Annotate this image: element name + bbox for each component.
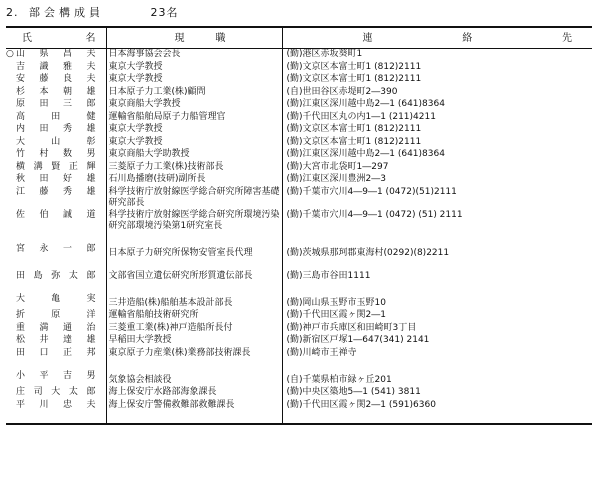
member-contact-cell <box>282 294 592 311</box>
member-contact: (勤)港区赤坂葵町1 <box>286 49 363 59</box>
member-name: 原 田 三 郎 <box>16 99 96 109</box>
member-contact-cell <box>282 371 592 388</box>
table-row <box>6 387 592 400</box>
member-name-cell <box>6 87 106 100</box>
member-post: 運輸省船舶技術研究所 <box>108 310 199 320</box>
member-contact-cell <box>282 271 592 294</box>
table-row <box>6 310 592 323</box>
member-name-cell <box>6 62 106 75</box>
member-contact: (勤)千代田区丸の内1―1 (211)4211 <box>286 111 436 122</box>
member-name: 杉 本 朝 雄 <box>16 86 96 97</box>
member-contact: (勤)文京区本富士町1 (812)2111 <box>286 124 422 134</box>
member-name-cell <box>6 387 106 400</box>
member-name-cell <box>6 162 106 175</box>
table-row <box>6 348 592 371</box>
member-name-cell <box>6 112 106 125</box>
member-contact-cell <box>282 137 592 150</box>
member-post-cell <box>106 99 282 112</box>
member-contact-cell <box>282 335 592 348</box>
member-post: 東京大学教授 <box>108 136 163 147</box>
member-post-cell <box>106 371 282 388</box>
member-name: 山 県 昌 夫 <box>16 49 96 59</box>
member-post: 科学技術庁放射線医学総合研究所障害基礎研究部長 <box>108 186 280 208</box>
section-number: 2. <box>6 6 19 19</box>
member-contact-cell <box>282 49 592 62</box>
member-contact: (勤)岡山県玉野市玉野10 <box>286 297 386 308</box>
member-post-cell <box>106 387 282 400</box>
member-contact-cell <box>282 162 592 175</box>
member-name: 松 井 達 雄 <box>16 335 96 345</box>
member-post: 運輸省船舶局原子力船管理官 <box>108 111 226 122</box>
member-post-cell <box>106 348 282 371</box>
member-name: 折 原 洋 <box>16 310 96 320</box>
member-contact-cell <box>282 62 592 75</box>
table-row <box>6 271 592 294</box>
member-name: 横 溝 賢 正 輝 <box>16 161 96 172</box>
member-contact-cell <box>282 149 592 162</box>
member-post: 科学技術庁放射線医学総合研究所環境汚染研究部環境汚染第1研究室長 <box>108 209 280 231</box>
member-post: 文部省国立遺伝研究所形質遺伝部長 <box>108 270 253 281</box>
member-contact-cell <box>282 124 592 137</box>
member-post-cell <box>106 162 282 175</box>
table-row <box>6 162 592 175</box>
member-post: 海上保安庁警備救難部救難課長 <box>108 399 235 410</box>
member-name-cell <box>6 210 106 244</box>
member-contact: (勤)江東区深川豊洲2―3 <box>286 174 386 184</box>
member-post-cell <box>106 149 282 162</box>
member-post: 東京大学教授 <box>108 61 163 72</box>
table-row <box>6 400 592 424</box>
member-name-cell <box>6 74 106 87</box>
section-heading <box>6 4 179 20</box>
member-post-cell <box>106 137 282 150</box>
member-post: 気象協会相談役 <box>108 374 172 385</box>
member-post-cell <box>106 112 282 125</box>
member-name: 佐 伯 誠 道 <box>16 209 96 220</box>
member-contact: (勤)文京区本富士町1 (812)2111 <box>286 136 422 147</box>
member-contact: (勤)文京区本富士町1 (812)2111 <box>286 61 422 72</box>
column-header-post: 現 職 <box>106 27 282 49</box>
member-post-cell <box>106 187 282 210</box>
table-row <box>6 87 592 100</box>
table-row <box>6 210 592 244</box>
member-post-cell <box>106 87 282 100</box>
member-name: 安 藤 良 夫 <box>16 74 96 84</box>
member-count: 23名 <box>150 6 179 19</box>
member-post: 日本原子力工業(株)顧問 <box>108 86 206 97</box>
table-header-row <box>6 27 592 49</box>
member-post-cell <box>106 400 282 424</box>
member-contact-cell <box>282 187 592 210</box>
member-contact: (自)千葉県柏市緑ヶ丘201 <box>286 374 392 385</box>
column-header-contact: 連 絡 先 <box>282 27 592 49</box>
member-post-cell <box>106 310 282 323</box>
member-name: 大 山 彰 <box>16 136 96 147</box>
table-row <box>6 74 592 87</box>
member-contact: (勤)大宮市北袋町1―297 <box>286 161 389 172</box>
member-contact-cell <box>282 174 592 187</box>
member-post: 三井造船(株)船舶基本設計部長 <box>108 297 233 308</box>
member-post: 早稲田大学教授 <box>108 335 172 345</box>
member-contact: (勤)江東区深川越中島2―1 (641)8364 <box>286 149 445 159</box>
member-contact-cell <box>282 323 592 336</box>
member-name: 平 川 忠 夫 <box>16 399 96 410</box>
member-post-cell <box>106 174 282 187</box>
member-contact: (自)世田谷区赤堤町2―390 <box>286 86 398 97</box>
member-name: 大 亀 実 <box>16 293 96 304</box>
table-row <box>6 294 592 311</box>
section-title: 部会構成員 <box>29 6 104 19</box>
member-name-cell <box>6 294 106 311</box>
member-name: 宮 永 一 郎 <box>16 243 96 254</box>
member-contact-cell <box>282 99 592 112</box>
table-row <box>6 99 592 112</box>
member-post: 石川島播磨(技研)副所長 <box>108 174 206 184</box>
member-post-cell <box>106 271 282 294</box>
member-name: 小 平 吉 男 <box>16 370 96 381</box>
member-name: 高 田 健 <box>16 111 96 122</box>
member-contact: (勤)中央区築地5―1 (541) 3811 <box>286 387 421 397</box>
member-name-cell <box>6 49 106 62</box>
table-row <box>6 371 592 388</box>
member-name-cell <box>6 99 106 112</box>
member-post: 日本原子力研究所保物安管室長代理 <box>108 247 253 258</box>
member-name-cell <box>6 137 106 150</box>
member-post-cell <box>106 74 282 87</box>
member-table <box>6 26 592 425</box>
member-post: 東京商船大学助教授 <box>108 149 190 159</box>
member-post-cell <box>106 323 282 336</box>
member-contact-cell <box>282 210 592 244</box>
member-name-cell <box>6 335 106 348</box>
member-name: 秋 田 好 雄 <box>16 174 96 184</box>
member-contact-cell <box>282 348 592 371</box>
member-post-cell <box>106 49 282 62</box>
member-name-cell <box>6 187 106 210</box>
member-contact: (勤)千葉市穴川4―9―1 (0472) (51) 2111 <box>286 209 463 220</box>
member-name-cell <box>6 348 106 371</box>
member-name-cell <box>6 244 106 271</box>
member-contact: (勤)千代田区霞ヶ関2―1 (591)6360 <box>286 399 436 410</box>
member-contact: (勤)三島市谷田1111 <box>286 270 371 281</box>
table-row <box>6 112 592 125</box>
member-name-cell <box>6 174 106 187</box>
table-row <box>6 49 592 62</box>
member-post: 日本海事協会会長 <box>108 49 181 59</box>
chair-mark: ○ <box>6 49 14 59</box>
member-contact-cell <box>282 400 592 424</box>
column-header-name: 氏 名 <box>6 27 106 49</box>
member-post: 東京大学教授 <box>108 74 163 84</box>
member-contact-cell <box>282 112 592 125</box>
member-contact: (勤)江東区深川越中島2―1 (641)8364 <box>286 99 445 109</box>
member-contact: (勤)新宿区戸塚1―647(341) 2141 <box>286 335 430 345</box>
table-row <box>6 323 592 336</box>
member-name: 竹 村 数 男 <box>16 149 96 159</box>
member-post: 三菱重工業(株)神戸造船所長付 <box>108 322 233 333</box>
member-contact-cell <box>282 387 592 400</box>
member-post-cell <box>106 62 282 75</box>
member-contact: (勤)千葉市穴川4―9―1 (0472)(51)2111 <box>286 186 457 197</box>
member-contact-cell <box>282 74 592 87</box>
table-row <box>6 149 592 162</box>
member-post-cell <box>106 244 282 271</box>
member-name-cell <box>6 149 106 162</box>
member-name: 庄 司 大 太 郎 <box>16 387 96 397</box>
table-row <box>6 137 592 150</box>
member-post: 東京大学教授 <box>108 124 163 134</box>
table-row <box>6 174 592 187</box>
member-post: 東京原子力産業(株)業務部技術課長 <box>108 347 251 358</box>
member-rows <box>6 49 592 424</box>
member-contact: (勤)文京区本富士町1 (812)2111 <box>286 74 422 84</box>
member-name: 田 島 弥 太 郎 <box>16 270 96 281</box>
member-name-cell <box>6 400 106 424</box>
member-name: 吉 識 雅 夫 <box>16 61 96 72</box>
member-contact-cell <box>282 310 592 323</box>
table-row <box>6 187 592 210</box>
member-contact: (勤)茨城県那珂郡東海村(0292)(8)2211 <box>286 247 450 258</box>
member-name: 内 田 秀 雄 <box>16 124 96 134</box>
member-post: 海上保安庁水路部海象課長 <box>108 387 217 397</box>
table-row <box>6 62 592 75</box>
member-name: 重 満 通 治 <box>16 322 96 333</box>
member-post-cell <box>106 210 282 244</box>
member-post-cell <box>106 294 282 311</box>
member-post: 三菱原子力工業(株)技術部長 <box>108 161 224 172</box>
member-contact-cell <box>282 87 592 100</box>
member-contact-cell <box>282 244 592 271</box>
member-contact: (勤)神戸市兵庫区和田崎町3丁目 <box>286 322 417 333</box>
member-name-cell <box>6 310 106 323</box>
member-post-cell <box>106 335 282 348</box>
member-name-cell <box>6 323 106 336</box>
member-post-cell <box>106 124 282 137</box>
member-contact: (勤)千代田区霞ヶ関2―1 <box>286 310 386 320</box>
member-name-cell <box>6 271 106 294</box>
table-row <box>6 244 592 271</box>
member-name: 田 口 正 邦 <box>16 347 96 358</box>
table-row <box>6 124 592 137</box>
member-post: 東京商船大学教授 <box>108 99 181 109</box>
member-contact: (勤)川崎市王禅寺 <box>286 347 357 358</box>
table-row <box>6 335 592 348</box>
member-name-cell <box>6 124 106 137</box>
member-name-cell <box>6 371 106 388</box>
member-name: 江 藤 秀 雄 <box>16 186 96 197</box>
